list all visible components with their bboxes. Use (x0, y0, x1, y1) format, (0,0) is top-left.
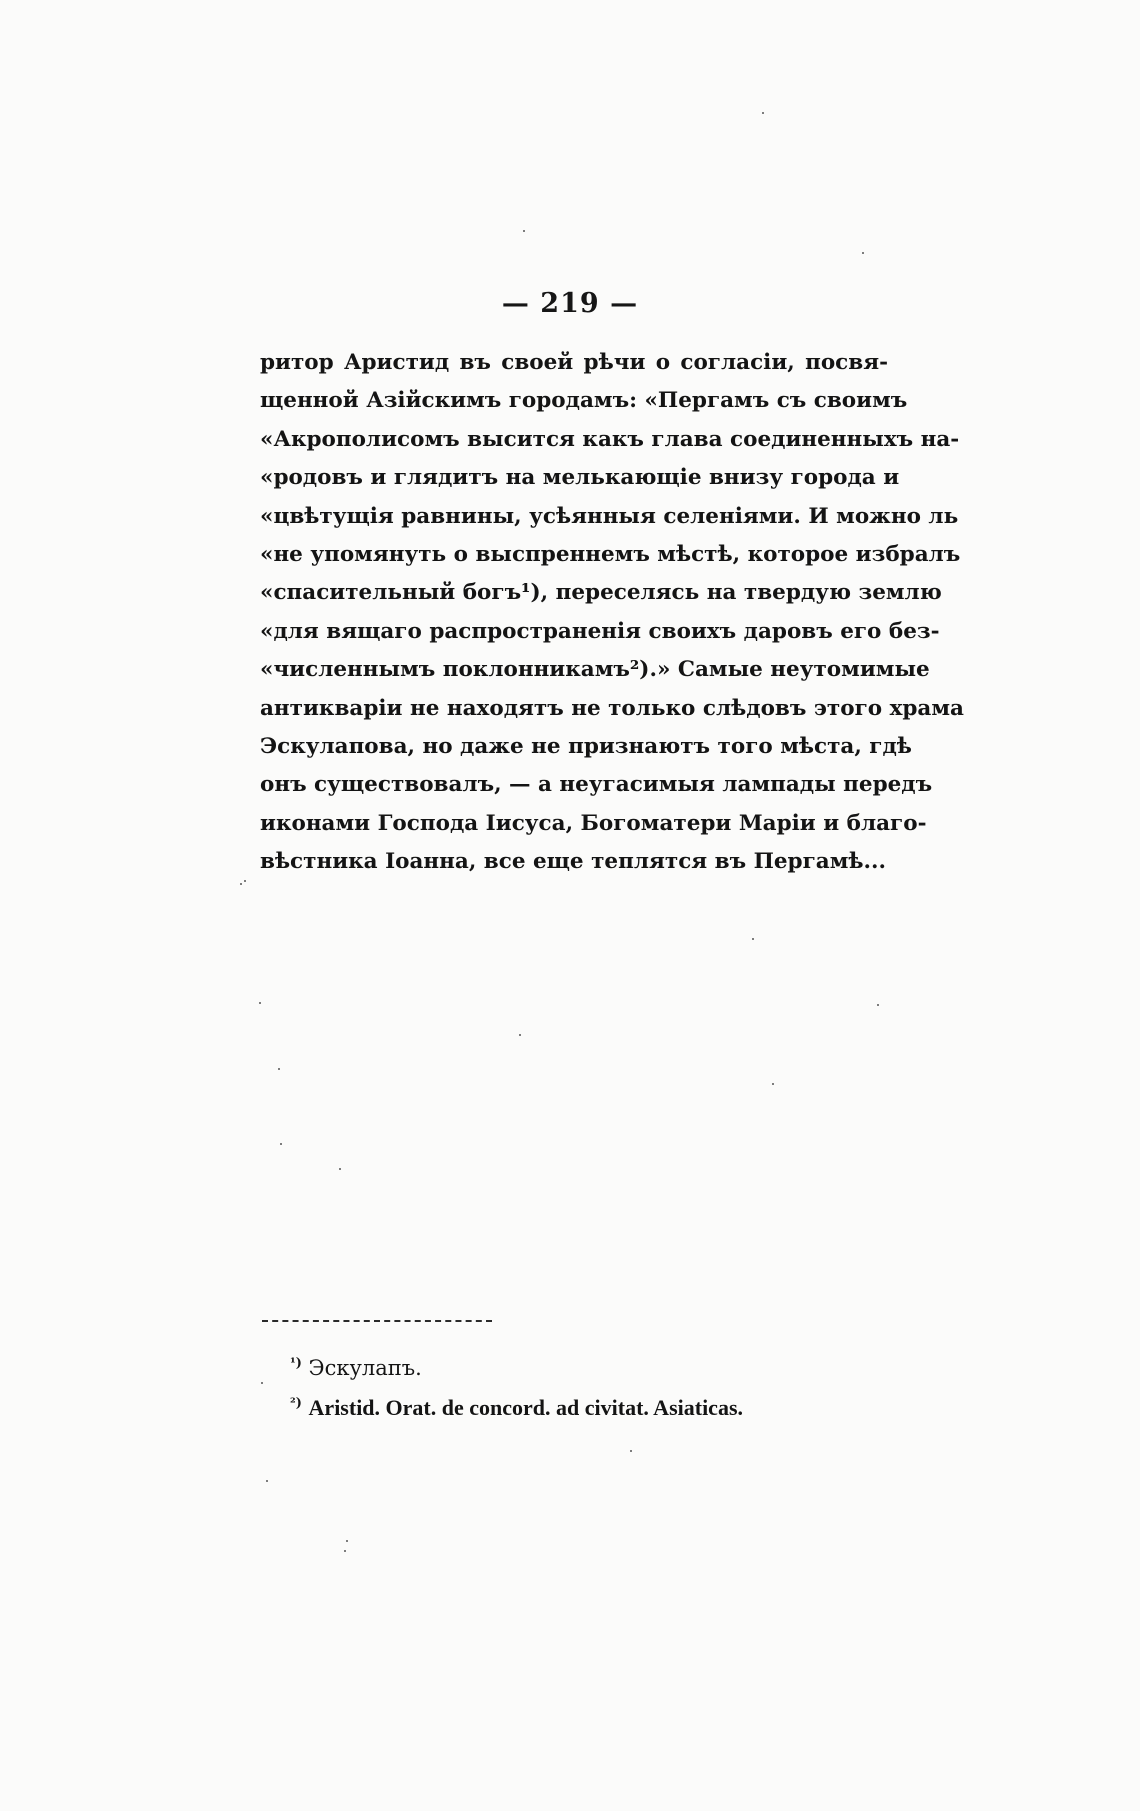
text-line: «не упомянуть о выспреннемъ мѣстѣ, которое избралъ (260, 542, 961, 568)
text-line: онъ существовалъ, — а неугасимыя лампады передъ (260, 772, 933, 798)
footnote-2 (290, 1386, 743, 1426)
main-text-block (260, 344, 964, 882)
scan-speck (772, 1083, 774, 1085)
scan-speck (752, 938, 754, 940)
scan-speck (261, 1382, 263, 1384)
scan-speck (523, 230, 525, 232)
footnotes-block (290, 1346, 743, 1426)
text-line: Эскулапова, но даже не признаютъ того мѣста, гдѣ (260, 734, 912, 760)
scan-speck (877, 1004, 879, 1006)
footnote-marker: ²) (290, 1396, 302, 1411)
text-line: «численнымъ поклонникамъ²).» Самые неутомимые (260, 657, 930, 683)
scan-speck (280, 1143, 282, 1145)
text-line: вѣстника Іоанна, все еще теплятся въ Пергамѣ... (260, 849, 886, 875)
footnote-text: Эскулапъ. (308, 1356, 422, 1380)
scan-speck (346, 1540, 348, 1542)
page-number: — 219 — (501, 288, 639, 319)
footnote-marker: ¹) (290, 1356, 302, 1371)
scan-speck (240, 883, 242, 885)
scan-speck (862, 252, 864, 254)
scan-speck (762, 112, 764, 114)
scan-speck (259, 1002, 261, 1004)
footnote-text: Aristid. Orat. de concord. ad civitat. Asiaticas. (308, 1395, 744, 1420)
scan-speck (278, 1068, 280, 1070)
text-line: иконами Господа Іисуса, Богоматери Маріи и благо- (260, 810, 927, 836)
footnote-divider (262, 1320, 492, 1322)
text-line: антикваріи не находятъ не только слѣдовъ этого храма (260, 695, 964, 721)
text-line: «для вящаго распространенія своихъ даровъ его без- (260, 618, 940, 644)
scan-speck (339, 1168, 341, 1170)
scan-speck (630, 1450, 632, 1452)
scan-speck (519, 1034, 521, 1036)
text-line: «Акрополисомъ высится какъ глава соединенныхъ на- (260, 426, 960, 452)
text-line: «цвѣтущія равнины, усѣянныя селеніями. И можно ль (260, 503, 959, 529)
text-line: «спасительный богъ¹), переселясь на твердую землю (260, 580, 942, 606)
text-line: «родовъ и глядитъ на мелькающіе внизу города и (260, 465, 900, 491)
scan-speck (344, 1550, 346, 1552)
footnote-1 (290, 1346, 743, 1386)
scan-speck (266, 1480, 268, 1482)
text-line: ритор Аристид въ своей рѣчи о согласіи, посвя- (260, 350, 888, 375)
scan-speck (244, 880, 246, 882)
text-line: щенной Азійскимъ городамъ: «Пергамъ съ своимъ (260, 388, 908, 414)
